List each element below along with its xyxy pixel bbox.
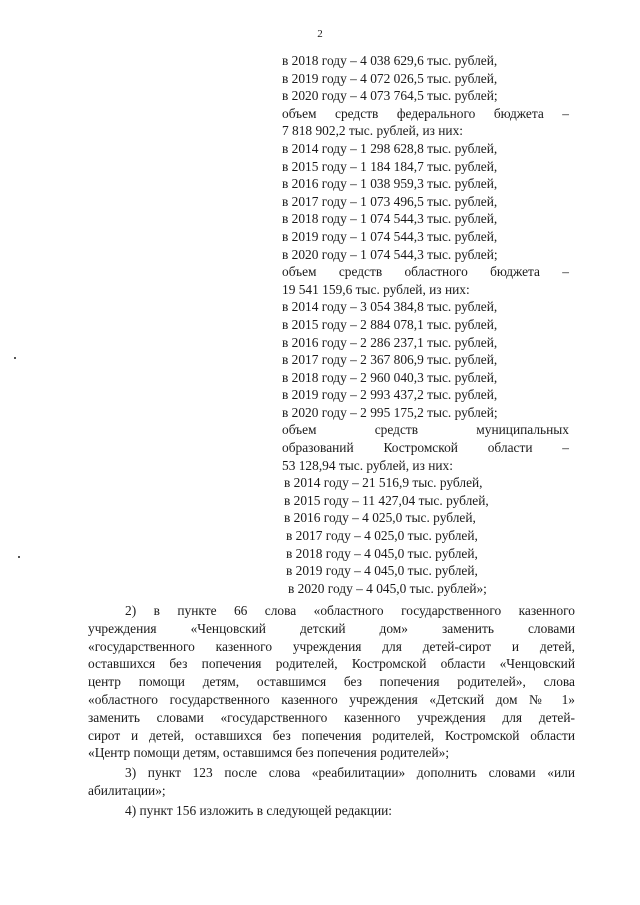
list-line: образований Костромской области – — [282, 440, 569, 456]
scan-speck — [14, 357, 16, 359]
paragraph-3 — [88, 764, 575, 800]
list-line: в 2020 году – 4 045,0 тыс. рублей»; — [288, 580, 487, 596]
text-line: абилитации»; — [88, 782, 166, 798]
list-line: 19 541 159,6 тыс. рублей, из них: — [282, 281, 470, 297]
amendments-body — [88, 602, 575, 820]
list-line: в 2015 году – 2 884 078,1 тыс. рублей, — [282, 316, 498, 332]
list-line: в 2016 году – 2 286 237,1 тыс. рублей, — [282, 334, 498, 350]
list-line: в 2014 году – 3 054 384,8 тыс. рублей, — [282, 299, 498, 315]
list-line: в 2018 году – 1 074 544,3 тыс. рублей, — [282, 211, 498, 227]
paragraph-2 — [88, 602, 575, 762]
list-line: в 2017 году – 4 025,0 тыс. рублей, — [286, 528, 478, 544]
list-line: в 2018 году – 4 038 629,6 тыс. рублей, — [282, 53, 498, 68]
list-line: в 2019 году – 4 072 026,5 тыс. рублей, — [282, 70, 498, 86]
list-line: в 2016 году – 1 038 959,3 тыс. рублей, — [282, 176, 498, 192]
text-line: «областного государственного казенного учреждения «Детский дом № 1» — [88, 691, 575, 707]
list-line: в 2014 году – 21 516,9 тыс. рублей, — [284, 475, 483, 491]
list-line: в 2014 году – 1 298 628,8 тыс. рублей, — [282, 140, 498, 156]
list-line: в 2020 году – 2 995 175,2 тыс. рублей; — [282, 404, 498, 420]
list-line: в 2017 году – 1 073 496,5 тыс. рублей, — [282, 193, 498, 209]
list-line: в 2018 году – 2 960 040,3 тыс. рублей, — [282, 369, 498, 385]
text-line: заменить словами «государственного казенного учреждения для детей- — [88, 709, 575, 725]
list-line: в 2019 году – 1 074 544,3 тыс. рублей, — [282, 228, 498, 244]
text-line: 3) пункт 123 после слова «реабилитации» дополнить словами «или — [125, 765, 575, 781]
paragraph-4 — [88, 802, 575, 820]
text-line: «Центр помощи детям, оставшимся без попечения родителей»; — [88, 745, 450, 761]
text-line: 4) пункт 156 изложить в следующей редакции: — [125, 802, 393, 818]
list-line: в 2018 году – 4 045,0 тыс. рублей, — [286, 545, 478, 561]
list-line: в 2016 году – 4 025,0 тыс. рублей, — [284, 510, 476, 526]
list-line: в 2015 году – 11 427,04 тыс. рублей, — [284, 492, 489, 508]
list-line: в 2019 году – 2 993 437,2 тыс. рублей, — [282, 387, 498, 403]
list-line: в 2015 году – 1 184 184,7 тыс. рублей, — [282, 158, 498, 174]
text-line: центр помощи детям, оставшимся без попечения родителей», слова — [88, 674, 575, 690]
text-line: «государственного казенного учреждения для детей-сирот и детей, — [88, 638, 575, 654]
list-line: объем средств областного бюджета – — [282, 264, 569, 280]
list-line: в 2020 году – 4 073 764,5 тыс. рублей; — [282, 88, 498, 104]
list-line: 53 128,94 тыс. рублей, из них: — [282, 457, 453, 473]
list-line: в 2020 году – 1 074 544,3 тыс. рублей; — [282, 246, 498, 262]
text-line: 2) в пункте 66 слова «областного государственного казенного — [125, 603, 575, 618]
list-line: объем средств федерального бюджета – — [282, 105, 569, 121]
text-line: учреждения «Ченцовский детский дом» заменить словами — [88, 620, 575, 636]
list-line: в 2017 году – 2 367 806,9 тыс. рублей, — [282, 352, 498, 368]
list-line: объем средств муниципальных — [282, 422, 569, 438]
text-line: сирот и детей, оставшихся без попечения родителей, Костромской области — [88, 727, 575, 743]
list-line: в 2019 году – 4 045,0 тыс. рублей, — [286, 563, 478, 579]
list-line: 7 818 902,2 тыс. рублей, из них: — [282, 123, 463, 139]
scan-speck — [18, 556, 20, 558]
page-number: 2 — [317, 28, 323, 40]
funding-list — [282, 52, 569, 597]
text-line: оставшихся без попечения родителей, Костромской области «Ченцовский — [88, 656, 575, 672]
